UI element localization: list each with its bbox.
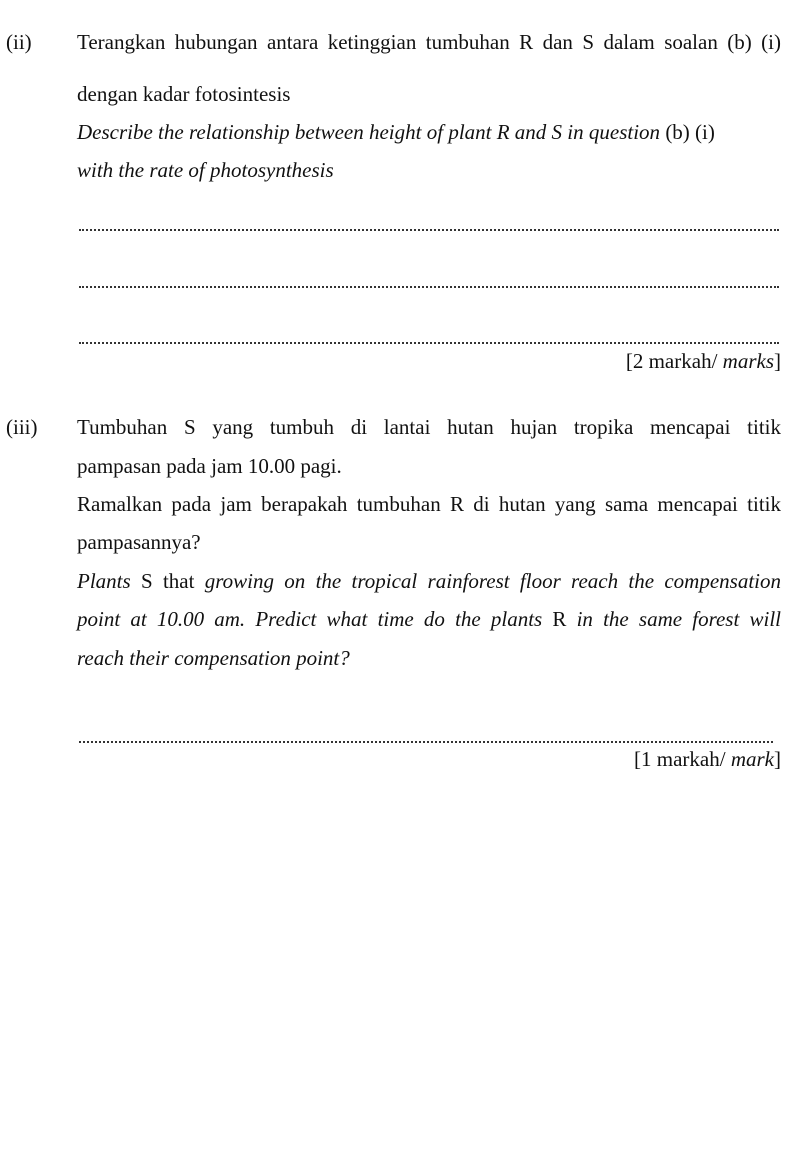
marks-label [77,746,781,772]
marks-text-italic: marks [722,349,774,373]
marks-label [77,348,781,374]
answer-line[interactable] [79,342,779,344]
answer-line[interactable] [79,229,779,231]
marks-text: ] [774,349,781,373]
question-text-malay: Ramalkan pada jam berapakah tumbuhan R di hutan yang sama mencapai titik [77,492,781,516]
question-number: (iii) [6,415,38,439]
marks-text: [2 markah/ [625,349,723,373]
text-italic: in the same forest will [576,607,781,631]
text-italic: growing on the tropical rainforest floor reach the compensation [204,569,781,593]
text-italic: point at 10.00 am. Predict what time do the plants [77,607,543,631]
question-text-malay: Tumbuhan S yang tumbuh di lantai hutan hujan tropika mencapai titik [77,415,781,439]
answer-line[interactable] [79,741,773,743]
answer-line[interactable] [79,286,779,288]
question-number: (ii) [6,30,32,54]
text-upright: S that [130,569,205,593]
text-italic: Plants [77,569,131,593]
text-upright: R [542,607,577,631]
question-text-english: with the rate of photosynthesis [77,158,334,182]
question-text-malay: pampasan pada jam 10.00 pagi. [77,454,342,478]
question-text-malay: dengan kadar fotosintesis [77,82,291,106]
question-text-english: reach their compensation point? [77,646,350,670]
question-text-english [77,119,781,145]
marks-text-italic: mark [730,747,774,771]
text-italic: Describe the relationship between height of plant R and S in question [77,120,661,144]
question-text-malay: pampasannya? [77,530,201,554]
marks-text: ] [774,747,781,771]
marks-text: [1 markah/ [634,747,731,771]
question-text-english [77,606,781,632]
text-upright: (b) (i) [660,120,715,144]
question-text-english [77,568,781,594]
question-text-malay: Terangkan hubungan antara ketinggian tumbuhan R dan S dalam soalan (b) (i) [77,30,781,54]
